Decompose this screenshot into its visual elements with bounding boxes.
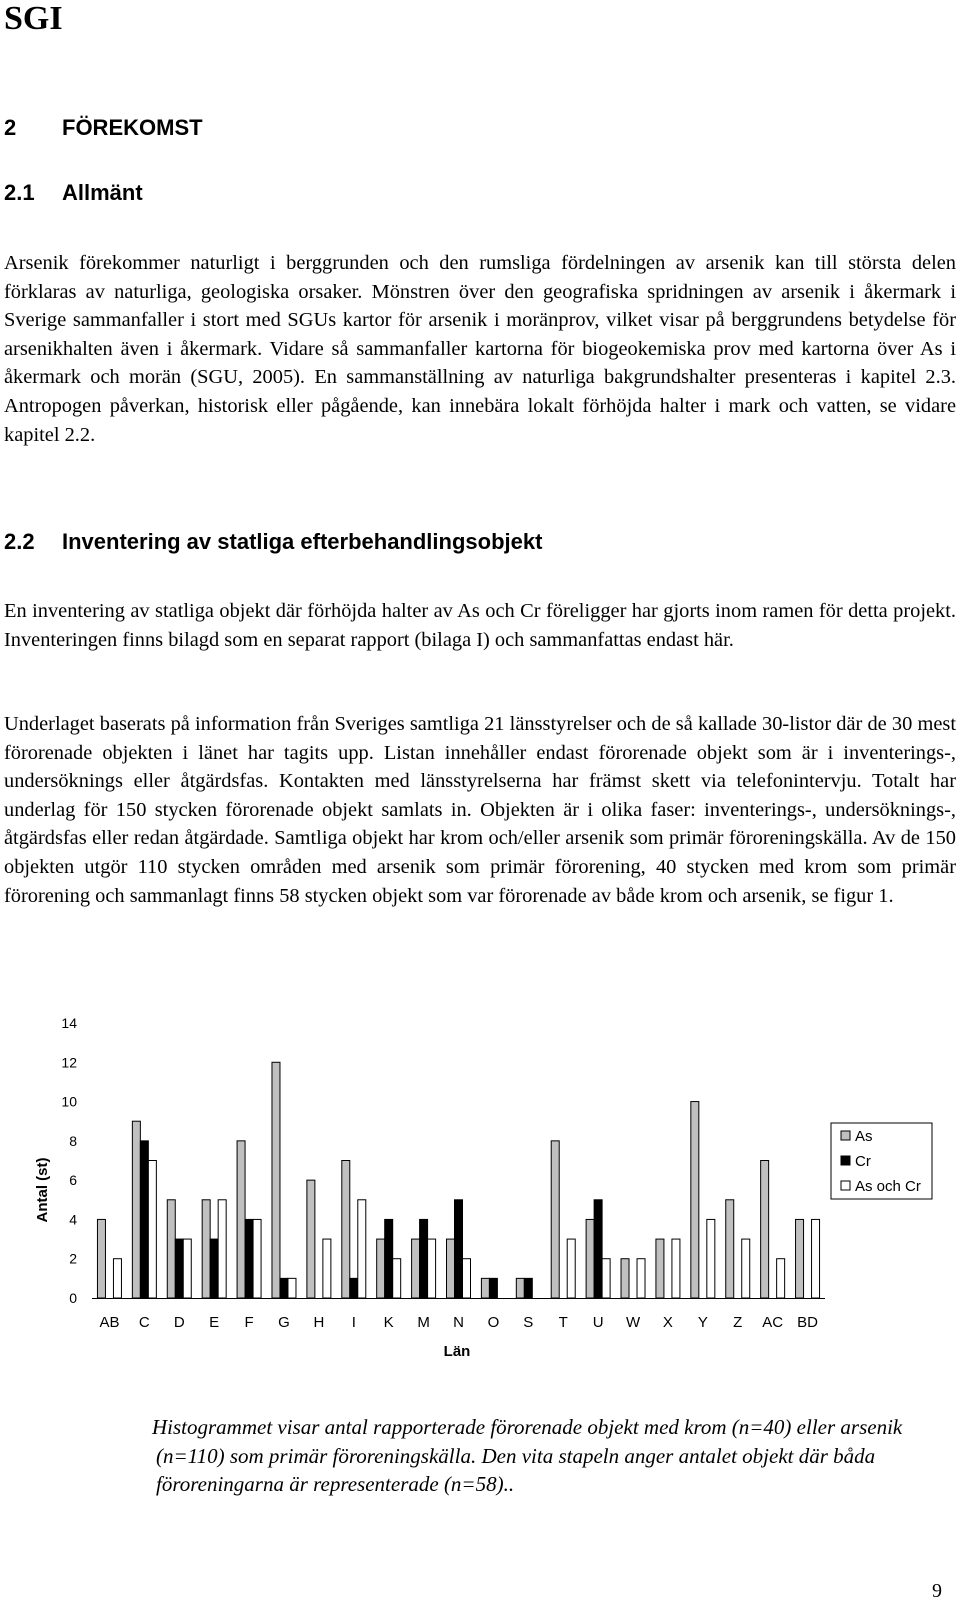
bar-as-s [516,1278,524,1298]
bar-as-w [621,1259,629,1298]
y-tick-label: 8 [69,1132,77,1149]
x-tick-label: U [592,1314,604,1331]
bar-as-bd [796,1219,804,1298]
bar-cr-d [175,1239,183,1298]
section-number: 2 [4,115,17,140]
x-tick-label: D [173,1314,185,1331]
bar-as-x [656,1239,664,1298]
histogram-chart [0,1015,960,1395]
bar-as-n [447,1239,455,1298]
subsection-heading-allmant [4,180,143,206]
bar-as-och-cr-c [148,1161,156,1299]
bar-as-och-cr-h [323,1239,331,1298]
subsection-title: Allmänt [62,180,143,205]
bar-as-och-cr-g [288,1278,296,1298]
bar-as-och-cr-e [218,1200,226,1298]
bar-as-m [412,1239,420,1298]
subsection-title: Inventering av statliga efterbehandlingsobjekt [62,529,543,554]
bar-as-och-cr-bd [812,1219,820,1298]
bar-cr-e [210,1239,218,1298]
bar-as-ab [97,1219,105,1298]
bar-cr-n [455,1200,463,1298]
bar-as-och-cr-f [253,1219,261,1298]
y-tick-label: 4 [69,1211,77,1228]
legend-label: As [855,1128,873,1145]
x-tick-label: K [383,1314,394,1331]
bar-as-u [586,1219,594,1298]
x-tick-label: T [558,1314,568,1331]
y-tick-label: 12 [61,1054,77,1071]
bar-as-d [167,1200,175,1298]
bar-as-k [377,1239,385,1298]
bar-as-och-cr-x [672,1239,680,1298]
bar-as-och-cr-k [393,1259,401,1298]
x-tick-label: O [487,1314,500,1331]
paragraph-allmant: Arsenik förekommer naturligt i berggrunden och den rumsliga fördelningen av arsenik kan till största delen förklaras av naturliga, geologiska orsaker. Mönstren över den geografiska spridningen av arsenik i åkermark i Sverige sammanfaller i stort med SGUs kartor för arsenik i moränprov, vilket visar på berggrundens betydelse för arsenikhalten även i åkermark. Vidare så sammanfaller kartorna för biogeokemiska prov med kartorna över As i åkermark och morän (SGU, 2005). En sammanställning av naturliga bakgrundshalter presenteras i kapitel 2.3. Antropogen påverkan, historisk eller pågående, kan innebära lokalt förhöjda halter i mark och vatten, se vidare kapitel 2.2. [4,252,956,446]
bar-as-och-cr-ac [777,1259,785,1298]
legend-label: Cr [855,1153,871,1170]
figure-caption [4,1413,956,1499]
bar-as-och-cr-i [358,1200,366,1298]
y-tick-label: 0 [69,1290,77,1306]
paragraph-inventering-intro: En inventering av statliga objekt där förhöjda halter av As och Cr föreligger har gjorts inom ramen för detta projekt. Inventeringen finns bilagd som en separat rapport (bilaga I) och sammanfattas endast här. [4,600,956,651]
x-tick-label: AC [762,1314,784,1331]
bar-as-z [726,1200,734,1298]
bar-cr-o [489,1278,497,1298]
bars [97,1062,819,1298]
bar-cr-i [350,1278,358,1298]
x-tick-label: M [417,1314,430,1331]
bar-cr-g [280,1278,288,1298]
caption-label [4,1413,152,1442]
subsection-heading-inventering [4,529,542,555]
x-tick-label: X [662,1314,673,1331]
legend-label: As och Cr [855,1178,921,1195]
bar-cr-f [245,1219,253,1298]
bar-as-och-cr-u [602,1259,610,1298]
bar-cr-c [140,1141,148,1298]
section-heading [4,115,203,141]
bar-as-och-cr-y [707,1219,715,1298]
bar-as-o [481,1278,489,1298]
x-tick-label: W [625,1314,641,1331]
bar-as-och-cr-m [428,1239,436,1298]
bar-as-e [202,1200,210,1298]
bar-cr-m [420,1219,428,1298]
bar-as-och-cr-ab [113,1259,121,1298]
x-tick-label: F [244,1314,254,1331]
x-tick-label: AB [99,1314,120,1331]
x-tick-label: I [351,1314,356,1331]
page-number: 9 [932,1580,942,1602]
x-axis-label: Län [443,1343,471,1360]
bar-as-g [272,1062,280,1298]
x-axis-ticks [99,1314,818,1331]
bar-as-och-cr-d [183,1239,191,1298]
bar-as-y [691,1102,699,1298]
x-tick-label: H [313,1314,325,1331]
bar-as-h [307,1180,315,1298]
x-tick-label: E [209,1314,220,1331]
bar-cr-k [385,1219,393,1298]
bar-as-och-cr-w [637,1259,645,1298]
x-tick-label: G [278,1314,290,1331]
sgi-logo: SGI [4,0,63,37]
y-tick-label: 10 [61,1093,77,1110]
bar-cr-u [594,1200,602,1298]
bar-as-och-cr-n [463,1259,471,1298]
bar-as-f [237,1141,245,1298]
bar-as-i [342,1161,350,1299]
legend-swatch [841,1181,850,1190]
subsection-number: 2.2 [4,529,35,554]
x-tick-label: Y [697,1314,708,1331]
y-tick-label: 2 [69,1250,77,1267]
bar-as-ac [761,1161,769,1299]
section-title: FÖREKOMST [62,115,203,140]
x-tick-label: BD [797,1314,818,1331]
legend-swatch [841,1156,850,1165]
bar-cr-s [524,1278,532,1298]
y-tick-label: 14 [61,1015,77,1031]
legend-swatch [841,1131,850,1140]
subsection-number: 2.1 [4,180,35,205]
caption-text: Histogrammet visar antal rapporterade förorenade objekt med krom (n=40) eller arsenik (n=110) som primär föroreningskälla. Den vita stapeln anger antalet objekt där båda föroreningarna är representerade (n=58).. [152,1415,903,1496]
paragraph-inventering-details: Underlaget baserats på information från Sveriges samtliga 21 länsstyrelser och de så kallade 30-listor där de 30 mest förorenade objekten i länet har tagits upp. Listan innehåller endast förorenade objekt som är i inventerings-, undersöknings eller åtgärdsfas. Kontakten med länsstyrelserna har främst skett via telefonintervju. Totalt har underlag för 150 stycken förorenade objekt samlats in. Objekten är i olika faser: inventerings-, undersöknings-, åtgärdsfas eller redan åtgärdade. Samtliga objekt har krom och/eller arsenik som primär föroreningskälla. Av de 150 objekten utgör 110 stycken områden med arsenik som primär förorening, 40 stycken med krom som primär förorening och sammanlagt finns 58 stycken objekt som var förorenade av både krom och arsenik, se figur 1. [4,713,956,907]
bar-as-t [551,1141,559,1298]
bar-as-c [132,1121,140,1298]
chart-legend [831,1123,932,1199]
y-axis-ticks [61,1015,77,1306]
bar-as-och-cr-z [742,1239,750,1298]
x-tick-label: C [138,1314,150,1331]
x-tick-label: Z [733,1314,743,1331]
x-tick-label: N [453,1314,464,1331]
y-axis-label: Antal (st) [34,1157,51,1223]
y-tick-label: 6 [69,1172,77,1189]
x-tick-label: S [523,1314,534,1331]
bar-as-och-cr-t [567,1239,575,1298]
